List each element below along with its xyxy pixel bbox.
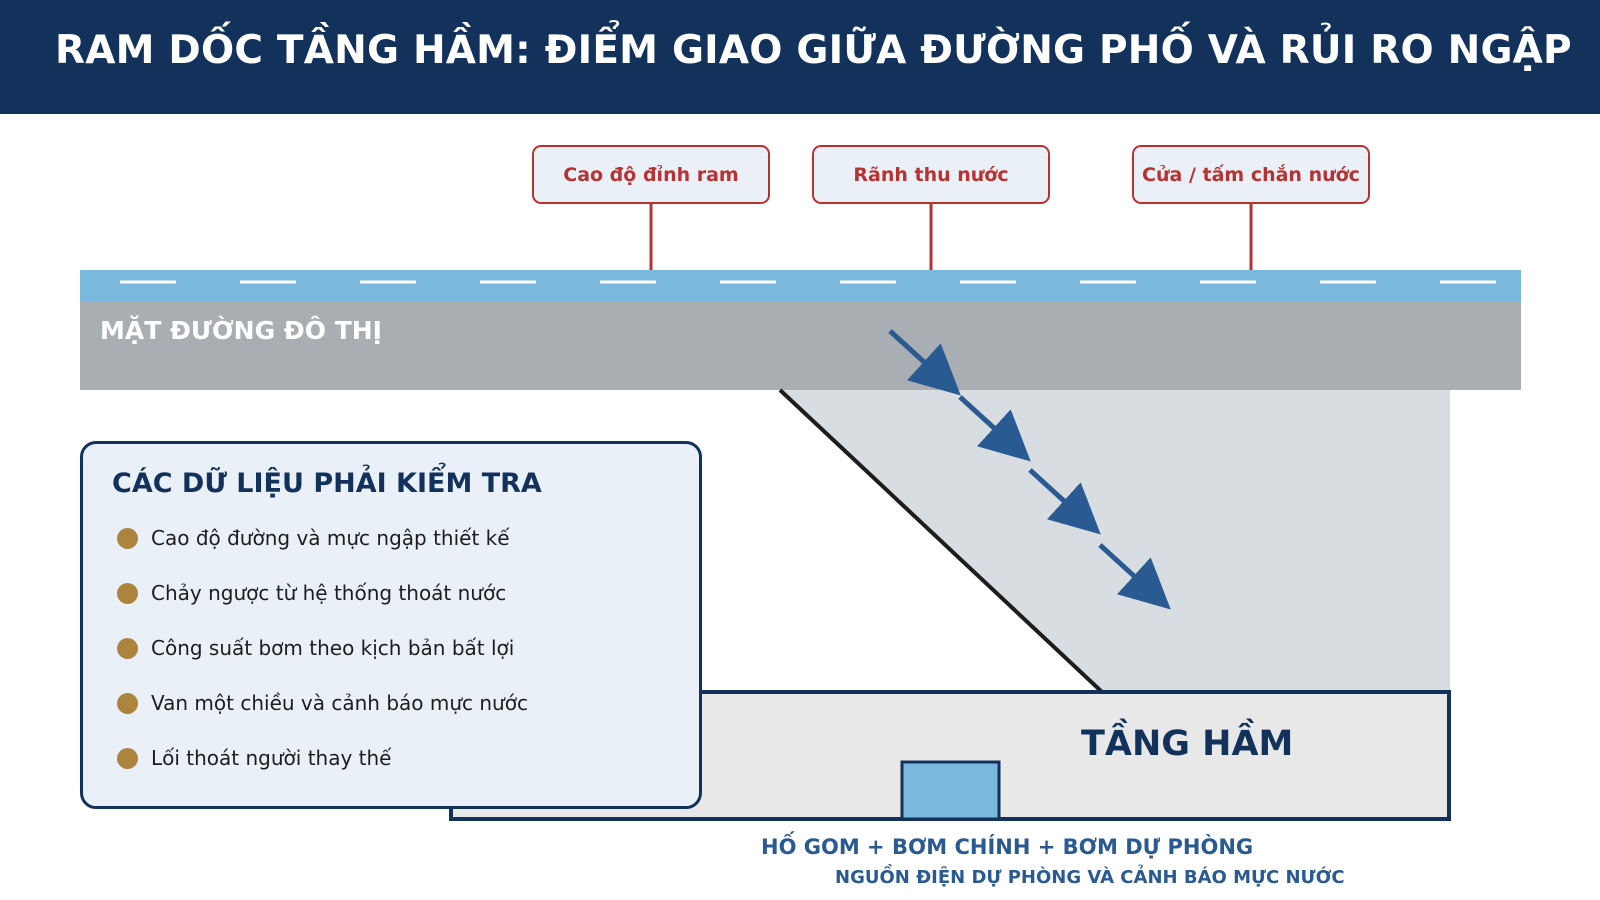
checklist-item-text: Cao độ đường và mực ngập thiết kế [151, 526, 510, 550]
checklist-item-text: Lối thoát người thay thế [151, 746, 392, 770]
checklist-item [117, 526, 510, 550]
callout-flood-gate: Cửa / tấm chắn nước [1132, 145, 1370, 204]
bullet-dot-icon [117, 528, 138, 549]
checklist-item-text: Chảy ngược từ hệ thống thoát nước [151, 581, 507, 605]
checklist-item-text: Van một chiều và cảnh báo mực nước [151, 691, 528, 715]
checklist-item [117, 746, 392, 770]
checklist-item [117, 691, 528, 715]
bullet-dot-icon [117, 693, 138, 714]
bullet-dot-icon [117, 638, 138, 659]
page-title: RAM DỐC TẦNG HẦM: ĐIỂM GIAO GIỮA ĐƯỜNG PHỐ VÀ RỦI RO NGẬP [55, 28, 1572, 73]
callout-ramp-crest-elevation: Cao độ đỉnh ram [532, 145, 770, 204]
callout-drain-channel: Rãnh thu nước [812, 145, 1050, 204]
checklist-item-text: Công suất bơm theo kịch bản bất lợi [151, 636, 515, 660]
bullet-dot-icon [117, 583, 138, 604]
road-water-strip [80, 270, 1521, 301]
road-body [80, 300, 1521, 390]
bullet-dot-icon [117, 748, 138, 769]
sump-pit [902, 762, 999, 819]
basement-label: TẦNG HẦM [1081, 724, 1294, 764]
backup-power-label: NGUỒN ĐIỆN DỰ PHÒNG VÀ CẢNH BÁO MỰC NƯỚC [835, 867, 1345, 888]
sump-pump-label: HỐ GOM + BƠM CHÍNH + BƠM DỰ PHÒNG [761, 835, 1254, 859]
checklist-item [117, 636, 514, 660]
ramp-slope [780, 390, 1450, 692]
checklist-title: CÁC DỮ LIỆU PHẢI KIỂM TRA [112, 468, 542, 499]
checklist-panel [80, 441, 702, 809]
checklist-item [117, 581, 506, 605]
road-label: MẶT ĐƯỜNG ĐÔ THỊ [100, 316, 382, 345]
